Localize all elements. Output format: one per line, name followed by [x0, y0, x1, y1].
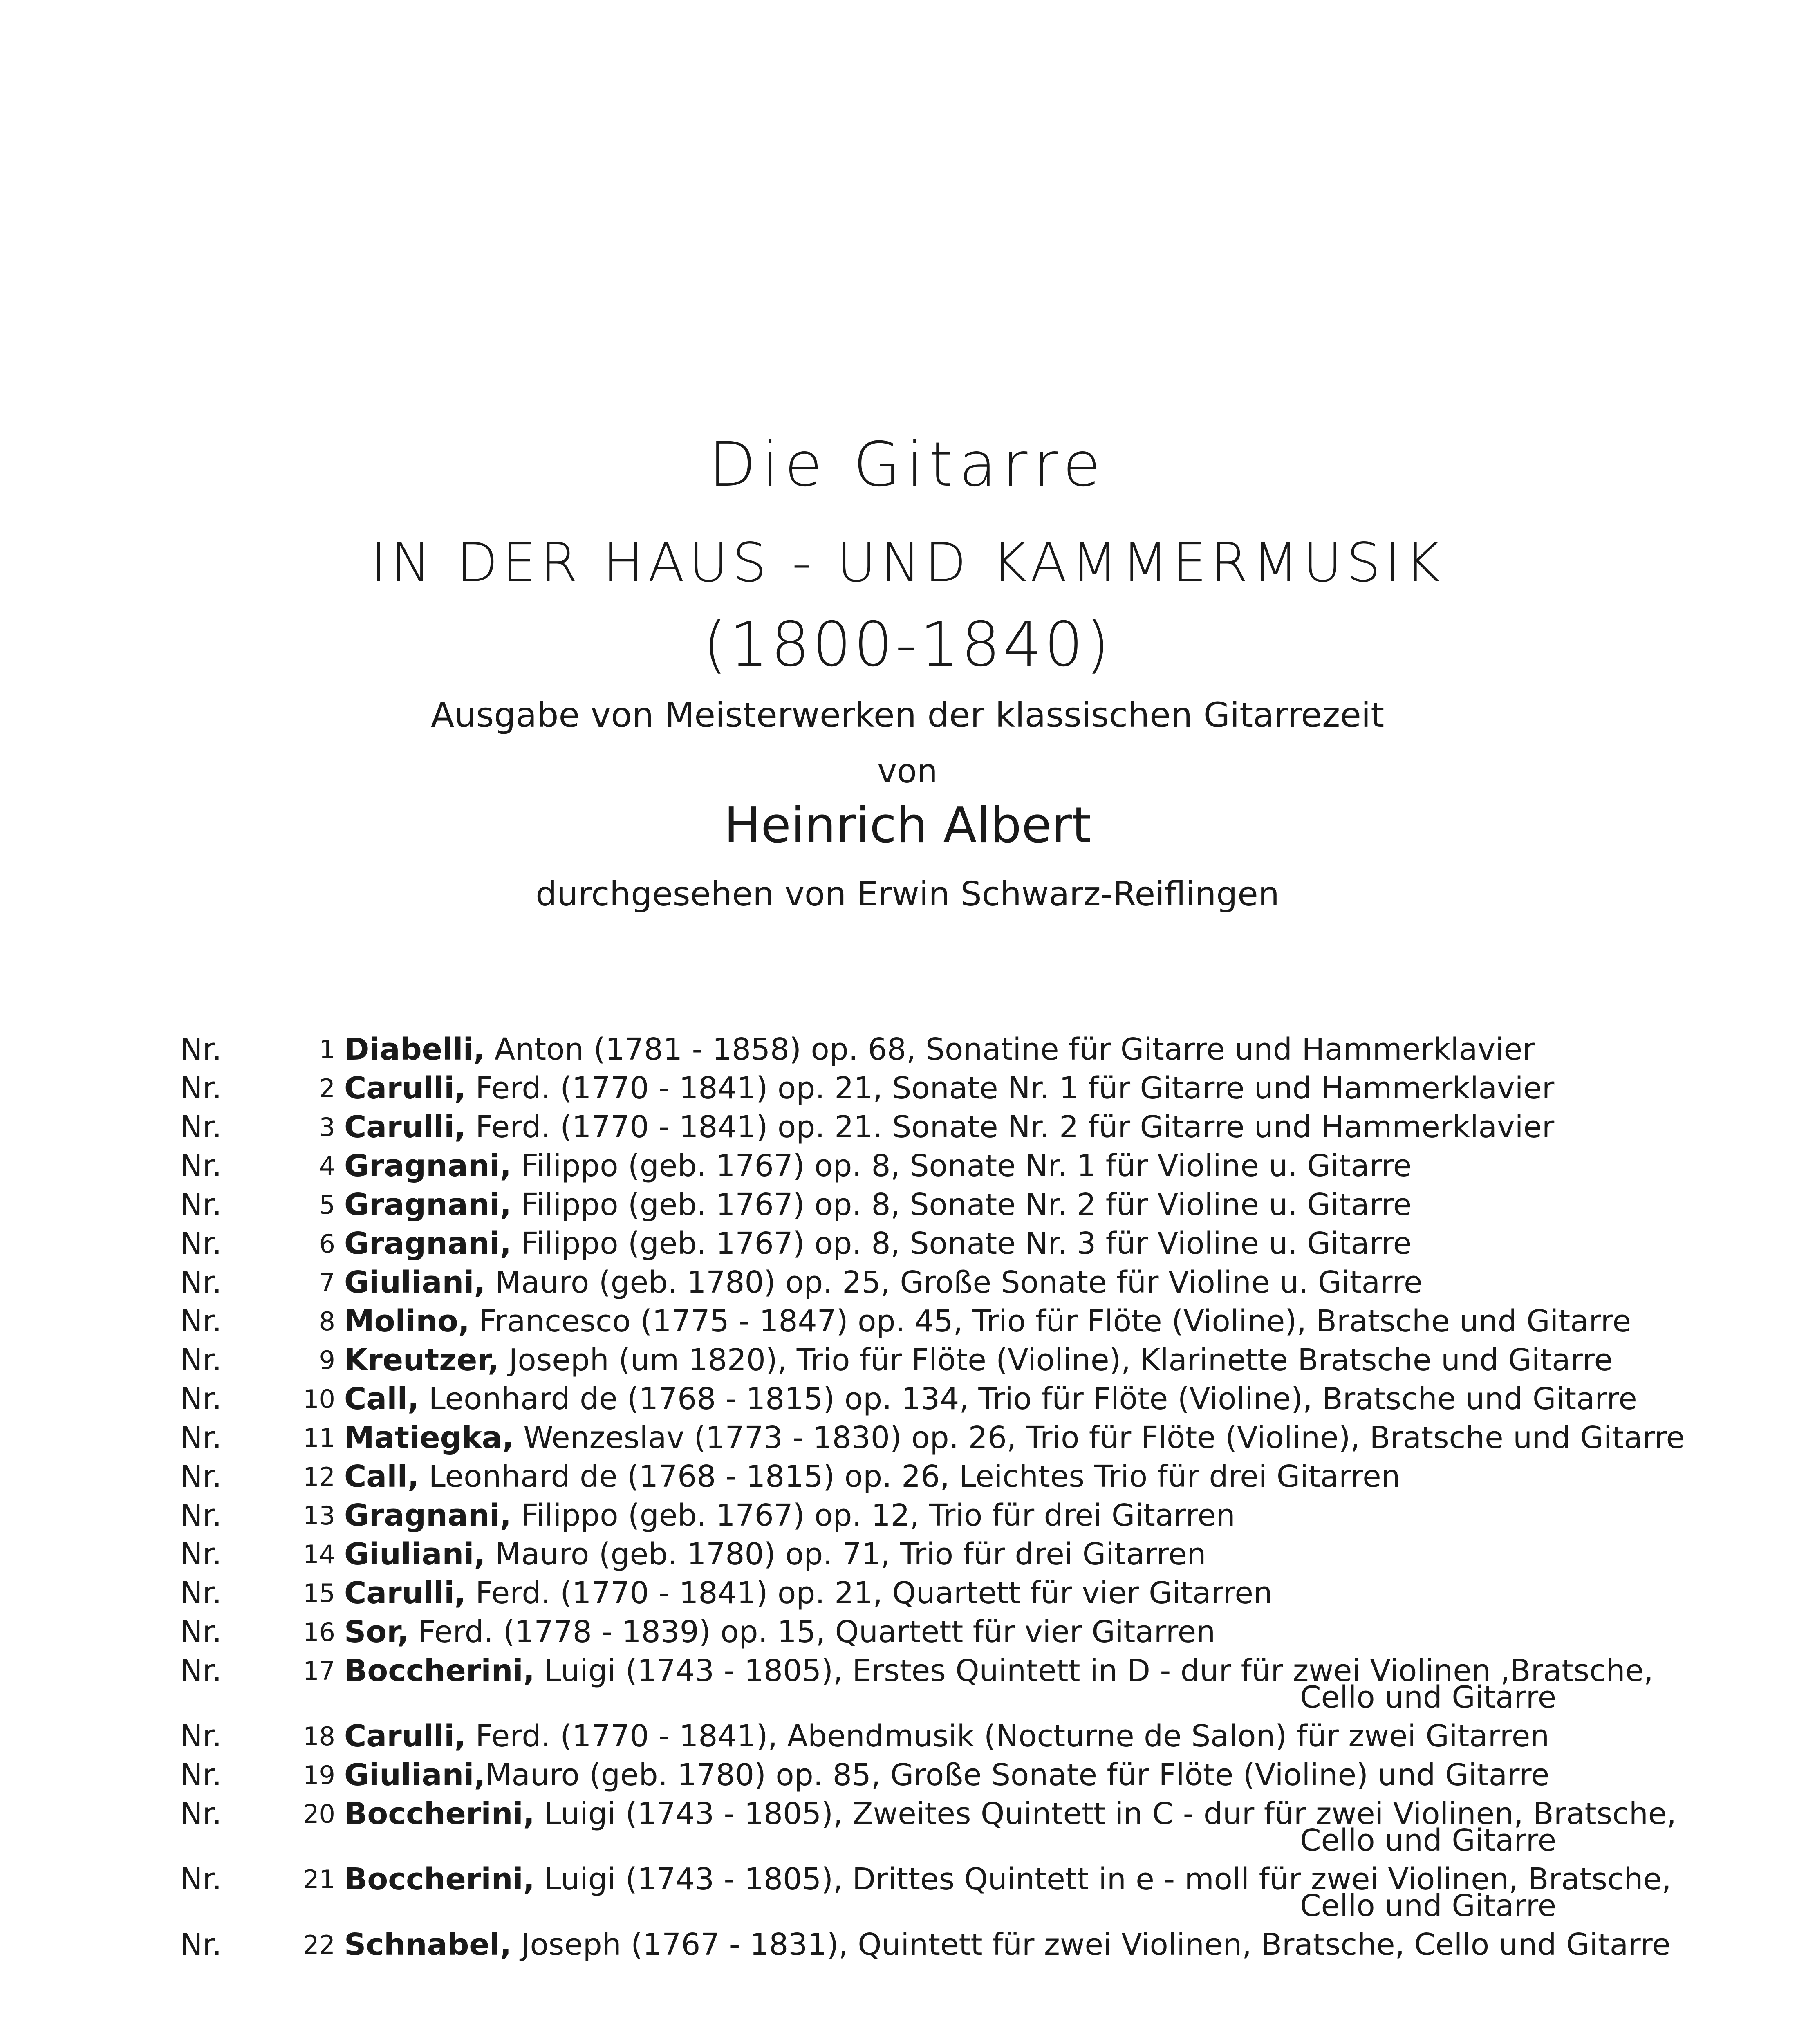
- work-composer: Call,: [344, 1459, 419, 1494]
- work-composer: Gragnani,: [344, 1148, 511, 1183]
- work-composer: Diabelli,: [344, 1032, 485, 1067]
- work-composer: Giuliani,: [344, 1265, 486, 1300]
- work-composer: Gragnani,: [344, 1226, 511, 1261]
- editor-name: Heinrich Albert: [724, 797, 1091, 854]
- work-nr-label: Nr.: [180, 1757, 222, 1793]
- work-number: 19: [303, 1760, 335, 1790]
- work-nr-label: Nr.: [180, 1226, 222, 1261]
- work-composer: Gragnani,: [344, 1498, 511, 1533]
- work-composer: Matiegka,: [344, 1420, 514, 1455]
- work-composer: Kreutzer,: [344, 1342, 500, 1378]
- work-nr-label: Nr.: [180, 1498, 222, 1533]
- work-number: 5: [319, 1190, 335, 1220]
- work-description: Joseph (um 1820), Trio für Flöte (Violine), Klarinette Bratsche und Gitarre: [499, 1342, 1613, 1378]
- work-composer: Boccherini,: [344, 1796, 535, 1831]
- work-composer: Sor,: [344, 1614, 409, 1650]
- work-description: Luigi (1743 - 1805), Erstes Quintett in D - dur für zwei Violinen ,Bratsche,: [534, 1653, 1654, 1688]
- work-description: Ferd. (1770 - 1841), Abendmusik (Nocturne de Salon) für zwei Gitarren: [466, 1719, 1550, 1754]
- title: Die Gitarre: [708, 429, 1107, 500]
- work-description: Leonhard de (1768 - 1815) op. 26, Leichtes Trio für drei Gitarren: [419, 1459, 1400, 1494]
- work-description: Luigi (1743 - 1805), Drittes Quintett in e - moll für zwei Violinen, Bratsche,: [534, 1862, 1672, 1897]
- work-description: Filippo (geb. 1767) op. 8, Sonate Nr. 1 für Violine u. Gitarre: [511, 1148, 1412, 1183]
- work-entry: [180, 1186, 1635, 1224]
- work-description: Ferd. (1778 - 1839) op. 15, Quartett für vier Gitarren: [408, 1614, 1216, 1650]
- work-number: 21: [303, 1865, 335, 1894]
- work-nr-label: Nr.: [180, 1148, 222, 1183]
- work-nr-label: Nr.: [180, 1109, 222, 1145]
- work-entry: [180, 1302, 1635, 1341]
- work-description: Filippo (geb. 1767) op. 8, Sonate Nr. 2 für Violine u. Gitarre: [511, 1187, 1412, 1222]
- work-nr-label: Nr.: [180, 1187, 222, 1222]
- work-entry: [180, 1263, 1635, 1302]
- works-list: [180, 1030, 1685, 1964]
- work-entry: [180, 1108, 1635, 1147]
- work-nr-label: Nr.: [180, 1796, 222, 1831]
- work-number: 7: [319, 1268, 335, 1298]
- work-description: Ferd. (1770 - 1841) op. 21, Sonate Nr. 1 für Gitarre und Hammerklavier: [466, 1071, 1555, 1106]
- work-entry: [180, 1717, 1635, 1756]
- work-description: Luigi (1743 - 1805), Zweites Quintett in C - dur für zwei Violinen, Bratsche,: [534, 1796, 1676, 1831]
- work-description: Filippo (geb. 1767) op. 12, Trio für drei Gitarren: [511, 1498, 1235, 1533]
- by-label: von: [877, 752, 938, 790]
- work-description: Filippo (geb. 1767) op. 8, Sonate Nr. 3 für Violine u. Gitarre: [511, 1226, 1412, 1261]
- work-description: Leonhard de (1768 - 1815) op. 134, Trio für Flöte (Violine), Bratsche und Gitarre: [419, 1381, 1637, 1416]
- work-description-continued: Cello und Gitarre: [1300, 1888, 1557, 1923]
- work-nr-label: Nr.: [180, 1927, 222, 1962]
- work-nr-label: Nr.: [180, 1459, 222, 1494]
- work-number: 2: [319, 1074, 335, 1103]
- work-number: 15: [303, 1578, 335, 1608]
- work-number: 22: [303, 1930, 335, 1960]
- work-composer: Schnabel,: [344, 1927, 512, 1962]
- work-entry: [180, 1069, 1635, 1108]
- work-description-continued: Cello und Gitarre: [1300, 1823, 1557, 1858]
- work-number: 6: [319, 1229, 335, 1259]
- work-number: 20: [303, 1799, 335, 1829]
- work-description: Ferd. (1770 - 1841) op. 21, Quartett für vier Gitarren: [466, 1576, 1273, 1611]
- work-composer: Giuliani,: [344, 1757, 486, 1793]
- work-number: 16: [303, 1617, 335, 1647]
- work-composer: Carulli,: [344, 1109, 466, 1145]
- work-entry: [180, 1925, 1671, 1964]
- work-description: Ferd. (1770 - 1841) op. 21. Sonate Nr. 2 für Gitarre und Hammerklavier: [466, 1109, 1555, 1145]
- work-entry: [180, 1419, 1685, 1457]
- work-entry: [180, 1224, 1635, 1263]
- work-nr-label: Nr.: [180, 1032, 222, 1067]
- revised-by: durchgesehen von Erwin Schwarz-Reiflingen: [536, 875, 1279, 914]
- work-composer: Giuliani,: [344, 1537, 486, 1572]
- work-description: Mauro (geb. 1780) op. 25, Große Sonate für Violine u. Gitarre: [485, 1265, 1423, 1300]
- work-composer: Boccherini,: [344, 1653, 535, 1688]
- work-entry: [180, 1457, 1635, 1496]
- work-nr-label: Nr.: [180, 1862, 222, 1897]
- work-entry: [180, 1574, 1635, 1613]
- work-nr-label: Nr.: [180, 1614, 222, 1650]
- work-nr-label: Nr.: [180, 1342, 222, 1378]
- work-composer: Carulli,: [344, 1576, 466, 1611]
- work-composer: Carulli,: [344, 1071, 466, 1106]
- work-description: Wenzeslav (1773 - 1830) op. 26, Trio für Flöte (Violine), Bratsche und Gitarre: [513, 1420, 1685, 1455]
- work-number: 12: [303, 1462, 335, 1492]
- work-description: Joseph (1767 - 1831), Quintett für zwei Violinen, Bratsche, Cello und Gitarre: [511, 1927, 1671, 1962]
- work-composer: Call,: [344, 1381, 419, 1416]
- work-entry: [180, 1496, 1635, 1535]
- work-nr-label: Nr.: [180, 1265, 222, 1300]
- work-entry: [180, 1535, 1635, 1574]
- work-description: Mauro (geb. 1780) op. 71, Trio für drei Gitarren: [485, 1537, 1206, 1572]
- work-nr-label: Nr.: [180, 1653, 222, 1688]
- work-nr-label: Nr.: [180, 1719, 222, 1754]
- work-nr-label: Nr.: [180, 1304, 222, 1339]
- work-description: Mauro (geb. 1780) op. 85, Große Sonate für Flöte (Violine) und Gitarre: [485, 1757, 1550, 1793]
- work-number: 18: [303, 1721, 335, 1751]
- subtitle: IN DER HAUS - UND KAMMERMUSIK: [370, 531, 1445, 594]
- work-entry: [180, 1380, 1635, 1419]
- work-description: Francesco (1775 - 1847) op. 45, Trio für Flöte (Violine), Bratsche und Gitarre: [469, 1304, 1631, 1339]
- edition-description: Ausgabe von Meisterwerken der klassischen Gitarrezeit: [430, 695, 1385, 735]
- work-entry: [180, 1613, 1635, 1652]
- work-description: Anton (1781 - 1858) op. 68, Sonatine für Gitarre und Hammerklavier: [485, 1032, 1535, 1067]
- work-number: 13: [303, 1501, 335, 1531]
- work-number: 8: [319, 1307, 335, 1336]
- work-nr-label: Nr.: [180, 1537, 222, 1572]
- work-nr-label: Nr.: [180, 1381, 222, 1416]
- work-number: 9: [319, 1345, 335, 1375]
- work-description-continued: Cello und Gitarre: [1300, 1680, 1557, 1715]
- work-entry: [180, 1147, 1635, 1186]
- work-number: 11: [303, 1423, 335, 1453]
- work-nr-label: Nr.: [180, 1576, 222, 1611]
- work-entry: [180, 1341, 1635, 1380]
- work-number: 10: [303, 1384, 335, 1414]
- period: (1800-1840): [703, 609, 1112, 680]
- work-nr-label: Nr.: [180, 1420, 222, 1455]
- work-composer: Boccherini,: [344, 1862, 535, 1897]
- work-entry: [180, 1030, 1635, 1069]
- work-composer: Carulli,: [344, 1719, 466, 1754]
- work-nr-label: Nr.: [180, 1071, 222, 1106]
- work-entry: [180, 1756, 1635, 1795]
- work-composer: Molino,: [344, 1304, 470, 1339]
- work-number: 3: [319, 1112, 335, 1142]
- work-number: 17: [303, 1656, 335, 1686]
- work-number: 14: [303, 1540, 335, 1569]
- work-composer: Gragnani,: [344, 1187, 511, 1222]
- work-number: 1: [319, 1035, 335, 1065]
- work-number: 4: [319, 1151, 335, 1181]
